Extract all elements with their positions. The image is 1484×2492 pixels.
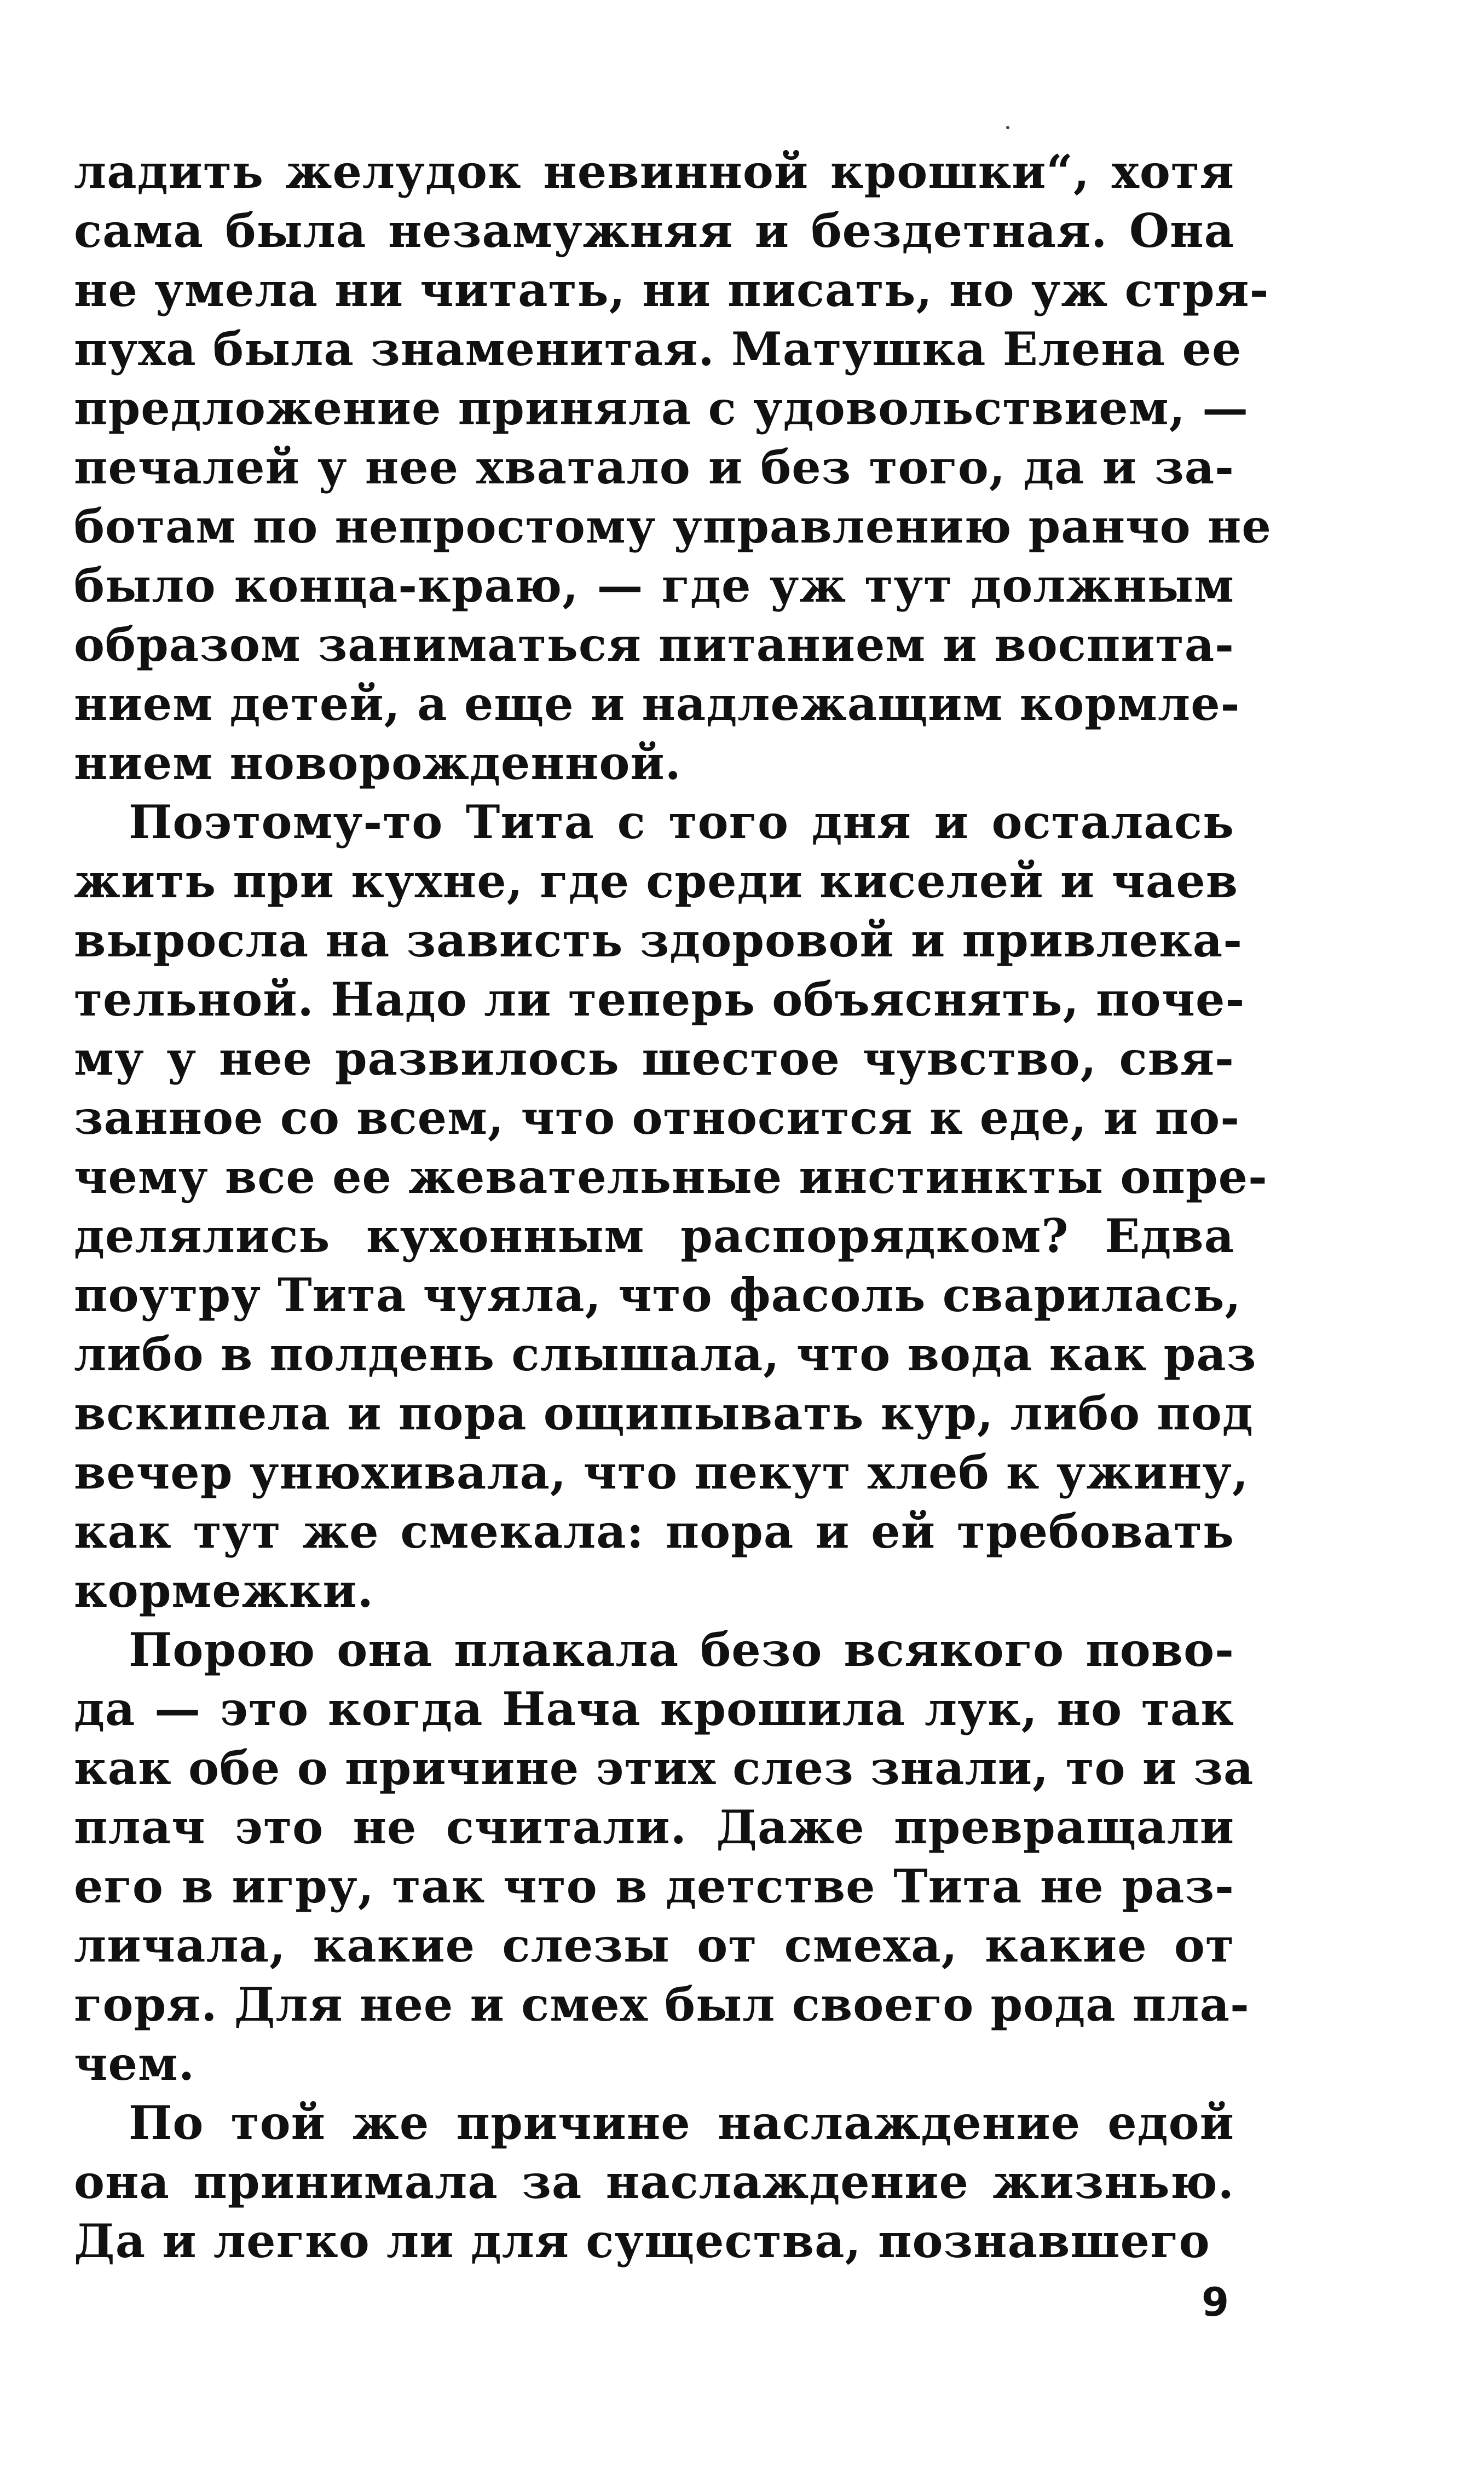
text-line: было конца-краю, — где уж тут должным (74, 558, 1234, 613)
text-line: чем. (74, 2037, 195, 2091)
text-line: горя. Для нее и смех был своего рода пла- (74, 1977, 1250, 2032)
text-line: либо в полдень слышала, что вода как раз (74, 1327, 1257, 1381)
text-line: да — это когда Нача крошила лук, но так (74, 1682, 1234, 1736)
text-line: тельной. Надо ли теперь объяснять, поче- (74, 972, 1245, 1026)
text-line: она принимала за наслаждение жизнью. (74, 2155, 1234, 2209)
text-line: личала, какие слезы от смеха, какие от (74, 1918, 1234, 1972)
text-line: выросла на зависть здоровой и привлека- (74, 913, 1243, 967)
text-line: ботам по непростому управлению ранчо не (74, 499, 1272, 553)
text-line: печалей у нее хватало и без того, да и за- (74, 440, 1234, 494)
text-line: Порою она плакала безо всякого пово- (129, 1623, 1234, 1677)
paragraph (74, 142, 1272, 793)
text-line: поутру Тита чуяла, что фасоль сварилась, (74, 1268, 1242, 1322)
text-line: вскипела и пора ощипывать кур, либо под (74, 1386, 1254, 1440)
text-line: предложение приняла с удовольствием, — (74, 381, 1249, 435)
paragraph (74, 793, 1268, 1620)
text-line: Да и легко ли для существа, познавшего (74, 2214, 1210, 2268)
text-line: его в игру, так что в детстве Тита не раз- (74, 1859, 1234, 1913)
paragraph (74, 2093, 1234, 2271)
text-line: кормежки. (74, 1564, 374, 1618)
text-line: ладить желудок невинной крошки“, хотя (74, 145, 1234, 199)
text-line: как тут же смекала: пора и ей требовать (74, 1504, 1234, 1559)
text-line: как обе о причине этих слез знали, то и за (74, 1741, 1254, 1795)
text-line: чему все ее жевательные инстинкты опре- (74, 1150, 1268, 1204)
text-line: пуха была знаменитая. Матушка Елена ее (74, 322, 1242, 376)
text-line: не умела ни читать, ни писать, но уж стря- (74, 263, 1269, 317)
text-line: По той же причине наслаждение едой (129, 2096, 1234, 2150)
text-line: делялись кухонным распорядком? Едва (74, 1209, 1234, 1263)
paragraph (74, 1620, 1254, 2093)
text-line: жить при кухне, где среди киселей и чаев (74, 854, 1239, 908)
text-line: сама была незамужняя и бездетная. Она (74, 204, 1234, 258)
text-line: занное со всем, что относится к еде, и по- (74, 1091, 1240, 1145)
text-line: образом заниматься питанием и воспита- (74, 618, 1234, 672)
print-speck (1006, 126, 1009, 129)
text-line: плач это не считали. Даже превращали (74, 1800, 1234, 1854)
text-line: му у нее развилось шестое чувство, свя- (74, 1031, 1234, 1086)
text-line: Поэтому-то Тита с того дня и осталась (129, 795, 1234, 849)
body-text (74, 142, 1272, 2271)
page-number: 9 (1202, 2279, 1229, 2325)
text-line: нием детей, а еще и надлежащим кормле- (74, 677, 1240, 731)
text-line: вечер унюхивала, что пекут хлеб к ужину, (74, 1445, 1249, 1499)
text-line: нием новорожденной. (74, 736, 682, 790)
